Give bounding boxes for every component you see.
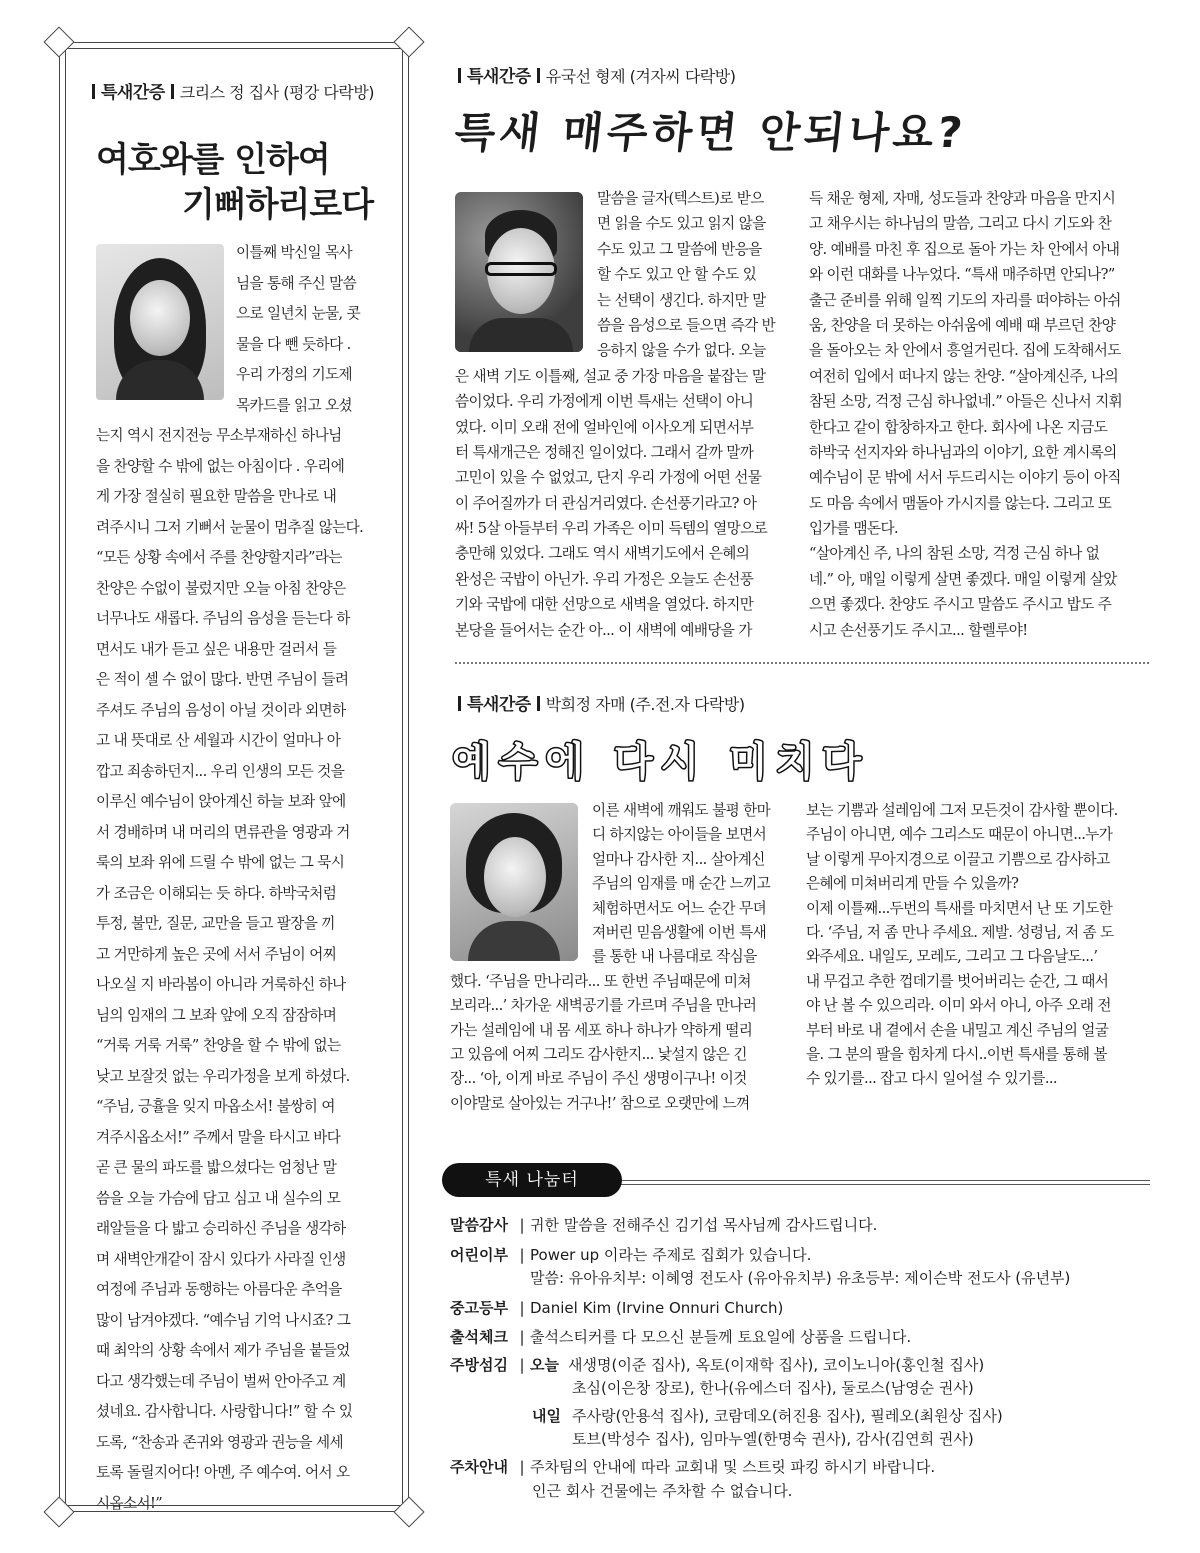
body-line: 출근 준비를 위해 일찍 기도의 자리를 떠야하는 아쉬: [809, 291, 1121, 309]
body-line: “거룩 거룩 거룩” 찬양을 할 수 밖에 없는: [96, 1037, 341, 1054]
parking-label: 주차안내: [450, 1458, 508, 1476]
body-line: 씀을 오늘 가슴에 담고 심고 내 실수의 모: [96, 1189, 341, 1207]
left-body: [96, 238, 376, 1519]
body-line: 곧 큰 물의 파도를 밟으셨다는 엄청난 말: [96, 1159, 337, 1176]
body-line: 득 채운 형제, 자매, 성도들과 찬양과 마음을 만지시: [809, 190, 1116, 207]
body-line: 려주시니 그저 기뻐서 눈물이 멈추질 않는다.: [96, 518, 364, 536]
body-line: 낮고 보잘것 없는 우리가정을 보게 하셨다.: [96, 1067, 350, 1085]
body-line: 보는 기쁨과 설레임에 그저 모든것이 감사할 뿐이다.: [806, 802, 1118, 819]
body-line: 님을 통해 주신 말씀: [236, 274, 357, 292]
body-line: 나오실 지 바라봄이 아니라 거룩하신 하나: [96, 976, 346, 993]
body-line: 네.” 아, 매일 이렇게 살면 좋겠다. 매일 이렇게 살았: [809, 570, 1117, 588]
notice-label: 말씀감사: [450, 1216, 508, 1234]
body-line: 예수님이 문 밖에 서서 두드리시는 이야기 등이 아직: [809, 469, 1121, 487]
notice-sep: |: [519, 1246, 525, 1264]
kitchen-tomorrow-row: [532, 1405, 1003, 1428]
body-line: 은 적이 셀 수 없이 많다. 반면 주님이 들려: [96, 671, 349, 688]
notice-text: 귀한 말씀을 전해주신 김기섭 목사님께 감사드립니다.: [530, 1216, 878, 1234]
body-line: 래알들을 다 밟고 승리하신 주님을 생각하: [96, 1220, 346, 1237]
body-line: 여정에 주님과 동행하는 아름다운 추억을: [96, 1281, 342, 1298]
body-line: 이 주어질까가 더 관심거리였다. 손선풍기라고? 아: [455, 494, 757, 512]
article1-author: 유국선 형제 (겨자씨 다락방): [545, 67, 736, 86]
article1-tag-line: [452, 62, 735, 87]
left-title-line2: 기뻐하리로다: [182, 185, 374, 225]
body-line: 를 통한 내 나름대로 작심을: [592, 948, 757, 966]
kitchen-today-line1: 새생명(이준 집사), 옥토(이재학 집사), 코이노니아(홍인철 집사): [568, 1356, 985, 1374]
body-line: 이야말로 살아있는 거구나!’ 참으로 오랫만에 느껴: [450, 1094, 750, 1112]
body-line: 시고 손선풍기도 주시고... 할렐루야!: [809, 621, 1028, 639]
body-line: 다. ‘주님, 저 좀 만나 주세요. 제발. 성령님, 저 좀 도: [806, 923, 1114, 941]
body-line: “주님, 긍휼을 잊지 마옵소서! 불쌍히 여: [96, 1098, 335, 1115]
body-line: 면서도 내가 듣고 싶은 내용만 걸러서 들: [96, 640, 337, 658]
body-line: 도 마음 속에서 맴돌아 가시지를 않는다. 그리고 또: [809, 494, 1112, 512]
body-line: 수 있기를... 잡고 다시 일어설 수 있기를...: [806, 1070, 1057, 1088]
body-line: 고 있음에 어찌 그리도 감사한지... 낯설지 않은 긴: [450, 1045, 747, 1063]
body-line: 찬양은 수없이 불렀지만 오늘 아침 찬양은: [96, 579, 346, 597]
body-line: 보리라...’ 차가운 새벽공기를 가르며 주님을 만나러: [450, 997, 757, 1015]
body-line: 주셔도 주님의 음성이 아닐 것이라 외면하: [96, 701, 346, 719]
left-title-line1: 여호와를 인하여: [96, 140, 330, 180]
notice-label: 중고등부: [450, 1299, 508, 1317]
body-line: 시옵소서!”: [96, 1494, 163, 1512]
body-line: 장... ‘아, 이게 바로 주님이 주신 생명이구나! 이것: [450, 1070, 747, 1088]
kitchen-label: 주방섬김: [450, 1356, 508, 1374]
body-line: 한다고 같이 합창하자고 한다. 회사에 나온 지금도: [809, 418, 1108, 436]
notices-rule-2: [600, 1184, 1150, 1185]
body-line: 가 조금은 이해되는 듯 하다. 하박국처럼: [96, 884, 337, 902]
body-line: 고민이 있을 수 없었고, 단지 우리 가정에 어떤 선물: [455, 469, 762, 487]
notice-sep: |: [519, 1216, 525, 1234]
body-line: 며 새벽안개같이 잠시 있다가 사라질 인생: [96, 1250, 346, 1268]
body-line: 하박국 선지자와 하나님과의 이야기, 요한 계시록의: [809, 443, 1117, 461]
kitchen-today-line2: 초심(이은창 장로), 한나(유에스더 집사), 둘로스(남영순 권사): [572, 1379, 974, 1397]
article2-tag-line: [452, 690, 745, 715]
body-line: 고 내 뜻대로 산 세월과 시간이 얼마나 아: [96, 732, 341, 749]
body-line: 할 수도 있고 안 할 수도 있: [597, 266, 757, 284]
body-line: 야 난 볼 수 있으리라. 이미 와서 아니, 아주 오래 전: [806, 997, 1111, 1015]
body-line: 참된 소망, 걱정 근심 하나없네.” 아들은 신나서 지휘: [809, 393, 1123, 411]
article2-col2: [806, 799, 1149, 1092]
notice-text: Power up 이라는 주제로 집회가 있습니다.: [530, 1246, 812, 1264]
body-line: 날 이렇게 무아지경으로 이끌고 기쁨으로 감사하고: [806, 850, 1110, 868]
article1-col2: [809, 186, 1149, 643]
notice-sep: |: [519, 1299, 525, 1317]
body-line: 이른 새벽에 깨워도 불평 한마: [592, 802, 771, 819]
parking-row: [450, 1456, 935, 1479]
body-line: 충만해 있었다. 그래도 역시 새벽기도에서 은혜의: [455, 545, 750, 563]
body-line: 씀을 음성으로 들으면 즉각 반: [597, 316, 776, 334]
body-line: 입가를 맴돈다.: [809, 520, 899, 538]
article1-col1: [455, 186, 791, 643]
body-line: 응하지 않을 수가 없다. 오늘: [597, 342, 766, 360]
notice-text: Daniel Kim (Irvine Onnuri Church): [530, 1299, 784, 1317]
body-line: 얼마나 감사한 지... 살아계신: [592, 850, 765, 868]
article2-col1: [450, 799, 790, 1116]
body-line: 본당을 들어서는 순간 아... 이 새벽에 예배당을 가: [455, 621, 752, 639]
body-line: 가는 설레임에 내 몸 세포 하나 하나가 약하게 떨리: [450, 1021, 753, 1039]
body-line: 디 하지않는 아이들을 보면서: [592, 826, 767, 844]
body-line: 주님의 임재를 매 순간 느끼고: [592, 875, 771, 893]
body-line: 면 읽을 수도 있고 읽지 않을: [597, 215, 766, 233]
body-line: 말씀을 글자(텍스트)로 받으: [597, 190, 764, 207]
body-line: 으면 좋겠다. 찬양도 주시고 말씀도 주시고 밥도 주: [809, 596, 1112, 614]
body-line: 을 찬양할 수 밖에 없는 아침이다 . 우리에: [96, 457, 345, 475]
kitchen-today-label: 오늘: [530, 1356, 559, 1374]
notice-text: 말씀: 유아유치부: 이혜영 전도사 (유아유치부) 유초등부: 제이슨박 전도사 (유년부): [530, 1269, 1071, 1287]
notice-sep: |: [519, 1328, 525, 1346]
body-line: 완성은 국밥이 아닌가. 우리 가정은 오늘도 손선풍: [455, 570, 754, 588]
body-line: 투정, 불만, 질문, 교만을 들고 팔장을 끼: [96, 915, 335, 932]
notices-rule: [600, 1180, 1150, 1181]
kitchen-tomorrow-line2: 토브(박성수 집사), 임마누엘(한명숙 권사), 감사(김연희 권사): [572, 1430, 974, 1448]
body-line: 양. 예배를 마친 후 집으로 돌아 가는 차 안에서 아내: [809, 240, 1120, 258]
body-line: 으로 일년치 눈물, 콧: [236, 305, 361, 322]
parking-line2: 인근 회사 건물에는 주차할 수 없습니다.: [532, 1482, 793, 1500]
body-line: 는지 역시 전지전능 무소부재하신 하나님: [96, 427, 342, 444]
kitchen-tomorrow-label: 내일: [532, 1407, 561, 1425]
body-line: 이루신 예수님이 앉아계신 하늘 보좌 앞에: [96, 793, 346, 810]
article1-tag: 특새간증: [467, 67, 531, 87]
left-tag-line: [86, 78, 374, 103]
body-line: 우리 가정의 기도제: [236, 366, 353, 383]
body-line: 님의 임재의 그 보좌 앞에 오직 잠잠하며: [96, 1006, 337, 1024]
notice-label: 출석체크: [450, 1328, 508, 1346]
body-line: 물을 다 뺀 듯하다 .: [236, 335, 351, 353]
notice-row: [450, 1214, 877, 1237]
article2-author: 박희정 자매 (주.전.자 다락방): [545, 695, 745, 714]
article2-tag: 특새간증: [467, 695, 531, 715]
body-line: 룩의 보좌 위에 드릴 수 밖에 없는 그 묵시: [96, 854, 345, 871]
body-line: 서 경배하며 내 머리의 면류관을 영광과 거: [96, 823, 350, 841]
body-line: 는 선택이 생긴다. 하지만 말: [597, 291, 766, 309]
body-line: 목카드를 읽고 오셨: [236, 396, 353, 414]
body-line: 이제 이틀째...두번의 특새를 마치면서 난 또 기도한: [806, 899, 1113, 917]
body-line: 져버린 믿음생활에 이번 특새: [592, 923, 767, 941]
body-line: 수도 있고 그 말씀에 반응을: [597, 240, 762, 258]
body-line: 은혜에 미쳐버리게 만들 수 있을까?: [806, 875, 1019, 893]
body-line: 체험하면서도 어느 순간 무뎌: [592, 899, 767, 917]
notice-text: 출석스티커를 다 모으신 분들께 토요일에 상품을 드립니다.: [530, 1328, 912, 1346]
left-tag: 특새간증: [101, 83, 165, 103]
body-line: “살아계신 주, 나의 참된 소망, 걱정 근심 하나 없: [809, 545, 1100, 563]
body-line: 을. 그 분의 팔을 힘차게 다시..이번 특새를 통해 볼: [806, 1045, 1107, 1063]
kitchen-sep: |: [519, 1356, 525, 1374]
body-line: 은 새벽 기도 이틀째, 설교 중 가장 마음을 붙잡는 말: [455, 367, 766, 385]
notices-heading: 특새 나눔터: [442, 1163, 622, 1197]
body-line: 이틀째 박신일 목사: [236, 244, 353, 261]
section-divider: [455, 662, 1149, 664]
body-line: 했다. ‘주님을 만나리라... 또 한번 주님때문에 미쳐: [450, 972, 751, 990]
body-line: 고 채우시는 하나님의 말씀, 그리고 다시 기도와 찬: [809, 215, 1112, 233]
kitchen-row: [450, 1354, 984, 1377]
body-line: 싸! 5살 아들부터 우리 가족은 이미 득템의 열망으로: [455, 520, 768, 538]
body-line: 도록, “찬송과 존귀와 영광과 권능을 세세: [96, 1433, 344, 1451]
body-line: 게 가장 절실히 필요한 말씀을 만나로 내: [96, 488, 337, 505]
article2-title: 예수에 다시 미치다: [452, 739, 869, 785]
body-line: 였다. 이미 오래 전에 얼바인에 이사오게 되면서부: [455, 418, 754, 436]
body-line: 여전히 입에서 떠나지 않는 찬양. “살아계신주, 나의: [809, 367, 1119, 385]
body-line: 다고 생각했는데 주님이 벌써 안아주고 계: [96, 1372, 346, 1390]
parking-line1: 주차팀의 안내에 따라 교회내 및 스트릿 파킹 하시기 바랍니다.: [530, 1458, 936, 1476]
body-line: 셨네요. 감사합니다. 사랑합니다!” 할 수 있: [96, 1403, 353, 1420]
notice-row: [450, 1326, 911, 1349]
body-line: “모든 상황 속에서 주를 찬양할지라”라는: [96, 549, 342, 566]
notice-label: 어린이부: [450, 1246, 508, 1264]
body-line: 주님이 아니면, 예수 그리스도 때문이 아니면...누가: [806, 826, 1113, 844]
body-line: 기와 국밥에 대한 선망으로 새벽을 열었다. 하지만: [455, 596, 754, 614]
body-line: 와 이런 대화를 나누었다. “특새 매주하면 안되나?”: [809, 266, 1115, 284]
notice-row: [450, 1267, 1070, 1290]
body-line: 을 돌아오는 차 안에서 흥얼거린다. 집에 도착해서도: [809, 342, 1121, 360]
notice-row: [450, 1297, 783, 1320]
body-line: 내 무겁고 추한 껍데기를 벗어버리는 순간, 그 때서: [806, 972, 1109, 990]
body-line: 깝고 죄송하던지... 우리 인생의 모든 것을: [96, 762, 345, 780]
parking-sep: |: [519, 1458, 525, 1476]
body-line: 터 특새개근은 정해진 일이었다. 그래서 갈까 말까: [455, 443, 754, 461]
body-line: 때 최악의 상황 속에서 제가 주님을 붙들었: [96, 1342, 350, 1359]
body-line: 토록 돌릴지어다! 아멘, 주 예수여. 어서 오: [96, 1464, 350, 1481]
kitchen-tomorrow-line1: 주사랑(안용석 집사), 코람데오(허진용 집사), 필레오(최원상 집사): [572, 1407, 1003, 1425]
body-line: 움, 찬양을 더 못하는 아쉬움에 예배 때 부르던 찬양: [809, 316, 1116, 334]
body-line: 너무나도 새롭다. 주님의 음성을 듣는다 하: [96, 610, 350, 627]
body-line: 씀이었다. 우리 가정에게 이번 특새는 선택이 아니: [455, 393, 754, 411]
body-line: 많이 남겨야겠다. “예수님 기억 나시죠? 그: [96, 1311, 351, 1329]
body-line: 고 거만하게 높은 곳에 서서 주님이 어찌: [96, 945, 337, 963]
body-line: 와주세요. 내일도, 모레도, 그리고 그 다음날도...’: [806, 948, 1098, 966]
body-line: 겨주시옵소서!” 주께서 말을 타시고 바다: [96, 1128, 341, 1146]
notice-row: [450, 1244, 811, 1267]
article1-title: 특새 매주하면 안되나요?: [452, 108, 969, 157]
left-author: 크리스 정 집사 (평강 다락방): [179, 83, 375, 102]
body-line: 부터 바로 내 곁에서 손을 내밀고 계신 주님의 얼굴: [806, 1021, 1109, 1039]
